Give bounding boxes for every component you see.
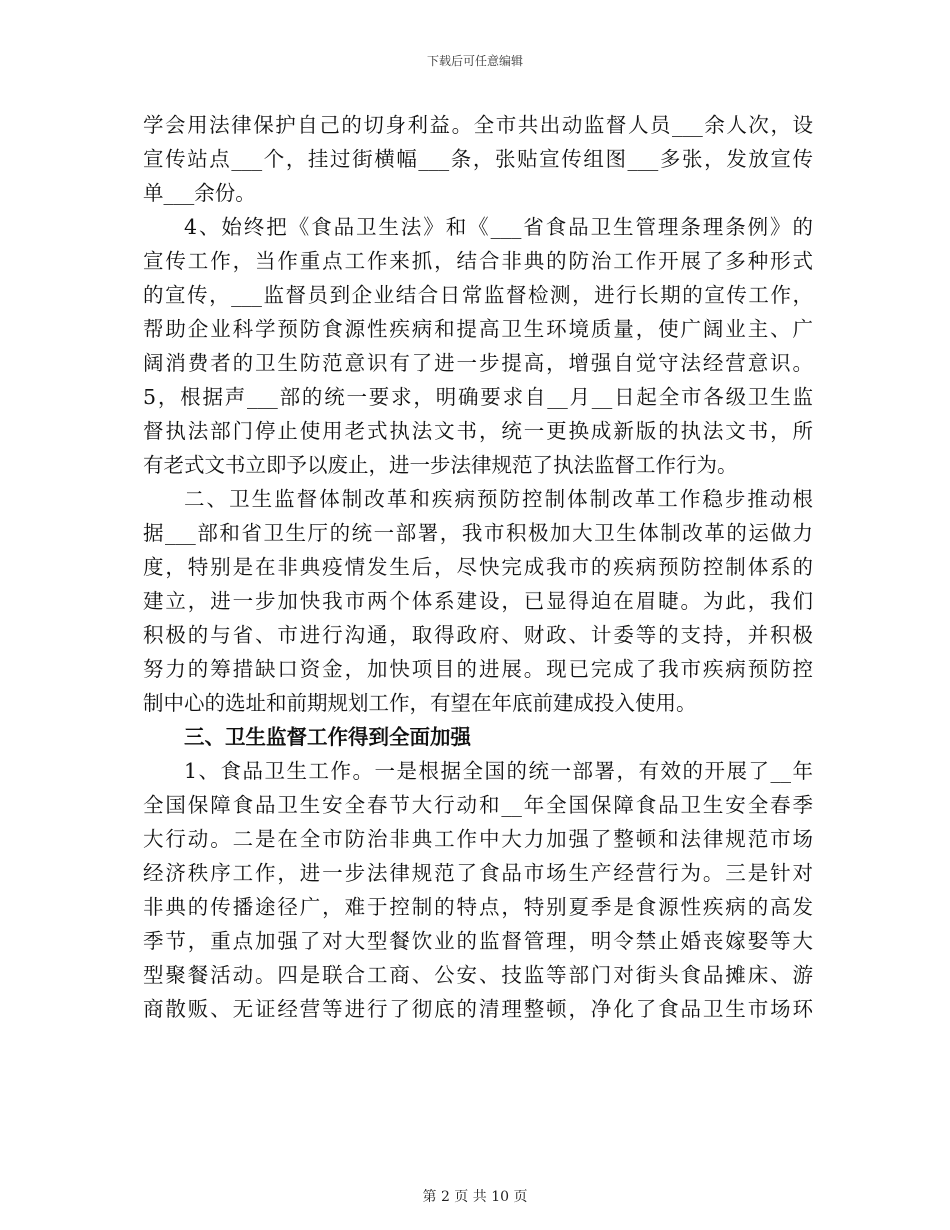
text-line: 的宣传，___监督员到企业结合日常监督检测，进行长期的宣传工作， xyxy=(143,283,813,307)
text-line: 宣传工作，当作重点工作来抓，结合非典的防治工作开展了多种形式 xyxy=(143,249,813,273)
text-line: 经济秩序工作，进一步法律规范了食品市场生产经营行为。三是针对 xyxy=(143,861,813,885)
text-line: 非典的传播途径广，难于控制的特点，特别夏季是食源性疾病的高发 xyxy=(143,895,813,919)
text-line: 全国保障食品卫生安全春节大行动和__年全国保障食品卫生安全春季 xyxy=(143,793,813,817)
page-footer: 第 2 页 共 10 页 xyxy=(422,1189,528,1205)
text-line: 商散贩、无证经营等进行了彻底的清理整顿，净化了食品卫生市场环 xyxy=(143,997,813,1021)
page-header: 下载后可任意编辑 xyxy=(426,54,523,68)
text-line: 大行动。二是在全市防治非典工作中大力加强了整顿和法律规范市场 xyxy=(143,827,813,851)
text-line: 度，特别是在非典疫情发生后，尽快完成我市的疾病预防控制体系的 xyxy=(143,555,813,579)
text-line: 制中心的选址和前期规划工作，有望在年底前建成投入使用。 xyxy=(143,691,697,715)
text-line: 帮助企业科学预防食源性疾病和提高卫生环境质量，使广阔业主、广 xyxy=(143,317,813,341)
text-line: 宣传站点___个，挂过街横幅___条，张贴宣传组图___多张，发放宣传 xyxy=(143,147,813,171)
text-line: 督执法部门停止使用老式执法文书，统一更换成新版的执法文书，所 xyxy=(143,419,813,443)
text-line: 据___部和省卫生厅的统一部署，我市积极加大卫生体制改革的运做力 xyxy=(143,521,813,545)
text-line: 阔消费者的卫生防范意识有了进一步提高，增强自觉守法经营意识。 xyxy=(143,351,813,375)
document-body xyxy=(143,108,813,1026)
text-line: 4、始终把《食品卫生法》和《___省食品卫生管理条理条例》的 xyxy=(184,215,813,239)
text-line: 积极的与省、市进行沟通，取得政府、财政、计委等的支持，并积极 xyxy=(143,623,813,647)
text-line: 型聚餐活动。四是联合工商、公安、技监等部门对街头食品摊床、游 xyxy=(143,963,813,987)
text-line: 建立，进一步加快我市两个体系建设，已显得迫在眉睫。为此，我们 xyxy=(143,589,813,613)
text-line: 1、食品卫生工作。一是根据全国的统一部署，有效的开展了__年 xyxy=(184,759,813,783)
text-line: 二、卫生监督体制改革和疾病预防控制体制改革工作稳步推动根 xyxy=(184,487,813,511)
text-line: 季节，重点加强了对大型餐饮业的监督管理，明令禁止婚丧嫁娶等大 xyxy=(143,929,813,953)
text-line: 努力的筹措缺口资金，加快项目的进展。现已完成了我市疾病预防控 xyxy=(143,657,813,681)
text-line: 学会用法律保护自己的切身利益。全市共出动监督人员___余人次，设 xyxy=(143,113,813,137)
text-line: 单___余份。 xyxy=(143,181,256,205)
text-line: 有老式文书立即予以废止，进一步法律规范了执法监督工作行为。 xyxy=(143,453,738,477)
text-line: 5，根据声___部的统一要求，明确要求自__月__日起全市各级卫生监 xyxy=(143,385,813,409)
section-heading: 三、卫生监督工作得到全面加强 xyxy=(184,725,471,749)
